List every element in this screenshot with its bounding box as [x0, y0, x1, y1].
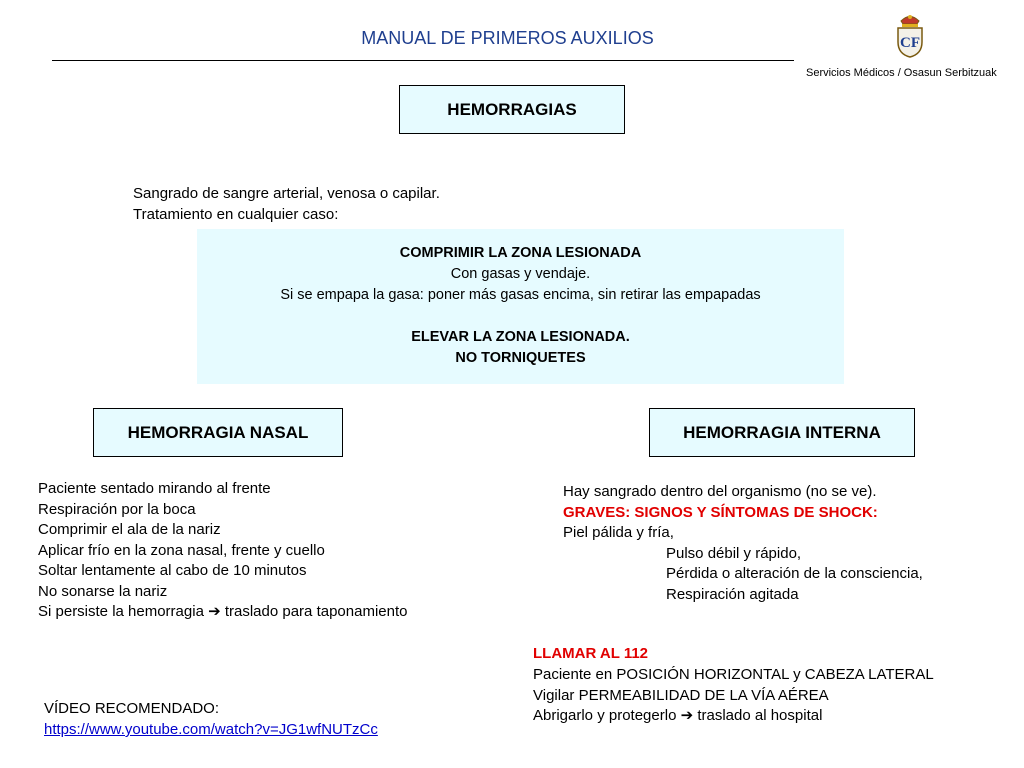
interna-description — [563, 482, 923, 606]
arrow-right-icon: ➔ — [208, 603, 221, 620]
list-item-text: Si persiste la hemorragia — [38, 603, 204, 620]
treatment-box — [197, 229, 844, 384]
page-title: MANUAL DE PRIMEROS AUXILIOS — [361, 28, 654, 48]
treatment-line-soaked: Si se empapa la gasa: poner más gasas encima, sin retirar las empapadas — [280, 287, 761, 303]
action-text: traslado al hospital — [697, 707, 823, 725]
nasal-title: HEMORRAGIA NASAL — [127, 422, 309, 442]
hemorragias-title: HEMORRAGIAS — [447, 99, 577, 119]
list-item: No sonarse la nariz — [38, 582, 168, 600]
intro-line: Tratamiento en cualquier caso: — [133, 206, 339, 223]
arrow-right-icon: ➔ — [680, 707, 694, 725]
nasal-title-box — [93, 408, 343, 457]
video-link[interactable]: https://www.youtube.com/watch?v=JG1wfNUTzCc — [44, 721, 378, 738]
call-112: LLAMAR AL 112 — [533, 645, 649, 662]
interna-line: Pulso débil y rápido, — [666, 544, 802, 562]
intro-line: Sangrado de sangre arterial, venosa o capilar. — [133, 185, 440, 202]
action-line — [533, 706, 934, 727]
interna-line: Respiración agitada — [666, 585, 799, 603]
list-item: Paciente sentado mirando al frente — [38, 480, 271, 497]
shock-warning: GRAVES: SIGNOS Y SÍNTOMAS DE SHOCK: — [563, 503, 878, 521]
treatment-line-no-tourniquet: NO TORNIQUETES — [455, 350, 586, 366]
list-item: Comprimir el ala de la nariz — [38, 521, 221, 538]
treatment-line-gauze: Con gasas y vendaje. — [450, 266, 591, 282]
list-item — [38, 602, 407, 623]
interna-line: Piel pálida y fría, — [563, 524, 674, 542]
treatment-line-compress: COMPRIMIR LA ZONA LESIONADA — [399, 245, 642, 261]
action-text: Abrigarlo y protegerlo — [533, 707, 677, 725]
list-item-text: traslado para taponamiento — [224, 603, 408, 620]
interna-actions — [533, 644, 934, 727]
list-item: Soltar lentamente al cabo de 10 minutos — [38, 562, 307, 579]
list-item: Aplicar frío en la zona nasal, frente y cuello — [38, 541, 325, 559]
hemorragias-title-box — [399, 85, 625, 134]
video-recommendation — [44, 698, 378, 740]
video-label: VÍDEO RECOMENDADO: — [44, 700, 220, 717]
interna-title: HEMORRAGIA INTERNA — [683, 422, 881, 442]
action-line: Paciente en POSICIÓN HORIZONTAL y CABEZA LATERAL — [533, 665, 934, 683]
club-logo — [893, 12, 927, 58]
nasal-instructions — [38, 479, 407, 623]
treatment-line-elevate: ELEVAR LA ZONA LESIONADA. — [411, 329, 630, 345]
header-subtitle: Servicios Médicos / Osasun Serbitzuak — [806, 67, 997, 79]
interna-line: Pérdida o alteración de la consciencia, — [666, 565, 923, 583]
interna-line: Hay sangrado dentro del organismo (no se ve). — [563, 483, 877, 500]
intro-text — [133, 183, 440, 225]
svg-text:CF: CF — [900, 35, 920, 51]
action-line: Vigilar PERMEABILIDAD DE LA VÍA AÉREA — [533, 686, 829, 704]
interna-title-box — [649, 408, 915, 457]
list-item: Respiración por la boca — [38, 500, 196, 518]
header-divider — [52, 60, 794, 61]
